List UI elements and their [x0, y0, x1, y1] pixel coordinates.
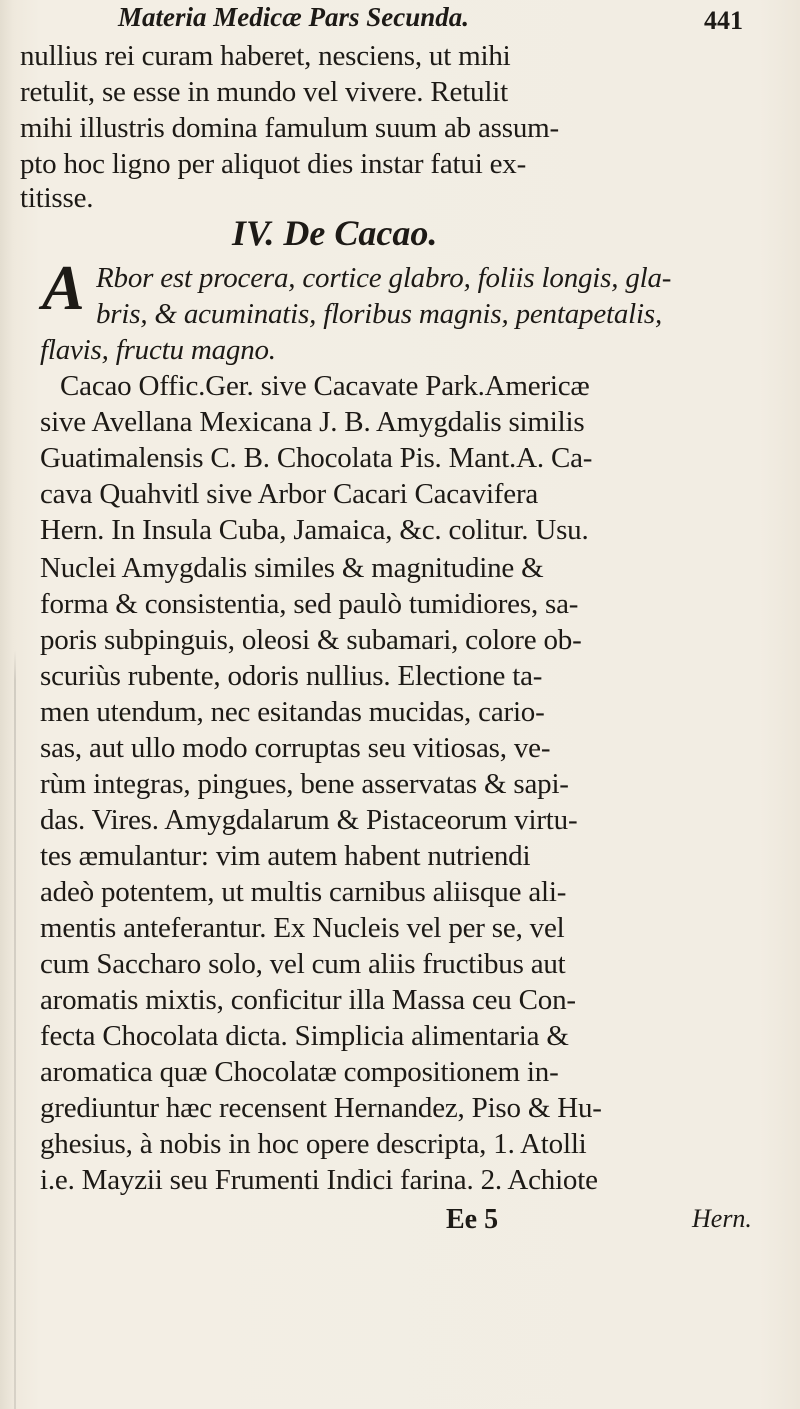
text-line: fecta Chocolata dicta. Simplicia alimentaria &: [40, 1020, 569, 1052]
signature-mark: Ee 5: [446, 1204, 499, 1235]
text-line: Cacao Offic.Ger. sive Cacavate Park.Americæ: [60, 370, 590, 402]
text-line: aromatis mixtis, conficitur illa Massa ceu Con-: [40, 984, 576, 1016]
text-line: grediuntur hæc recensent Hernandez, Piso & Hu-: [40, 1092, 602, 1124]
text-line: titisse.: [20, 182, 94, 214]
text-line: Guatimalensis C. B. Chocolata Pis. Mant.A. Ca-: [40, 442, 593, 474]
text-line: forma & consistentia, sed paulò tumidiores, sa-: [40, 588, 579, 620]
text-line: adeò potentem, ut multis carnibus aliisque ali-: [40, 876, 567, 908]
text-line: aromatica quæ Chocolatæ compositionem in-: [40, 1056, 559, 1088]
text-line: cum Saccharo solo, vel cum aliis fructibus aut: [40, 948, 566, 980]
text-line: men utendum, nec esitandas mucidas, cario-: [40, 696, 545, 728]
text-line: scuriùs rubente, odoris nullius. Electione ta-: [40, 660, 543, 692]
text-line: sas, aut ullo modo corruptas seu vitiosas, ve-: [40, 732, 551, 764]
text-line: i.e. Mayzii seu Frumenti Indici farina. 2. Achiote: [40, 1164, 598, 1196]
description-line: Rbor est procera, cortice glabro, foliis longis, gla-: [96, 262, 672, 294]
text-line: Hern. In Insula Cuba, Jamaica, &c. colitur. Usu.: [40, 514, 589, 546]
text-line: Nuclei Amygdalis similes & magnitudine &: [40, 552, 544, 584]
text-line: mentis anteferantur. Ex Nucleis vel per se, vel: [40, 912, 565, 944]
text-line: nullius rei curam haberet, nesciens, ut mihi: [20, 40, 511, 72]
text-line: poris subpinguis, oleosi & subamari, colore ob-: [40, 624, 582, 656]
text-line: retulit, se esse in mundo vel vivere. Retulit: [20, 76, 508, 108]
text-line: mihi illustris domina famulum suum ab assum-: [20, 112, 559, 144]
description-line: bris, & acuminatis, floribus magnis, pentapetalis,: [96, 298, 662, 330]
text-line: cava Quahvitl sive Arbor Cacari Cacavifera: [40, 478, 539, 510]
running-head: Materia Medicæ Pars Secunda.: [118, 2, 469, 32]
text-line: das. Vires. Amygdalarum & Pistaceorum virtu-: [40, 804, 578, 836]
text-line: tes æmulantur: vim autem habent nutriendi: [40, 840, 531, 872]
section-heading: IV. De Cacao.: [232, 213, 438, 253]
catchword: Hern.: [692, 1204, 752, 1233]
description-line: flavis, fructu magno.: [40, 334, 276, 366]
gutter-shadow: [14, 650, 16, 1409]
page-number: 441: [704, 6, 743, 35]
text-line: sive Avellana Mexicana J. B. Amygdalis similis: [40, 406, 585, 438]
drop-cap: A: [42, 252, 85, 323]
text-line: pto hoc ligno per aliquot dies instar fatui ex-: [20, 148, 527, 180]
text-line: ghesius, à nobis in hoc opere descripta, 1. Atolli: [40, 1128, 587, 1160]
text-line: rùm integras, pingues, bene asservatas & sapi-: [40, 768, 569, 800]
